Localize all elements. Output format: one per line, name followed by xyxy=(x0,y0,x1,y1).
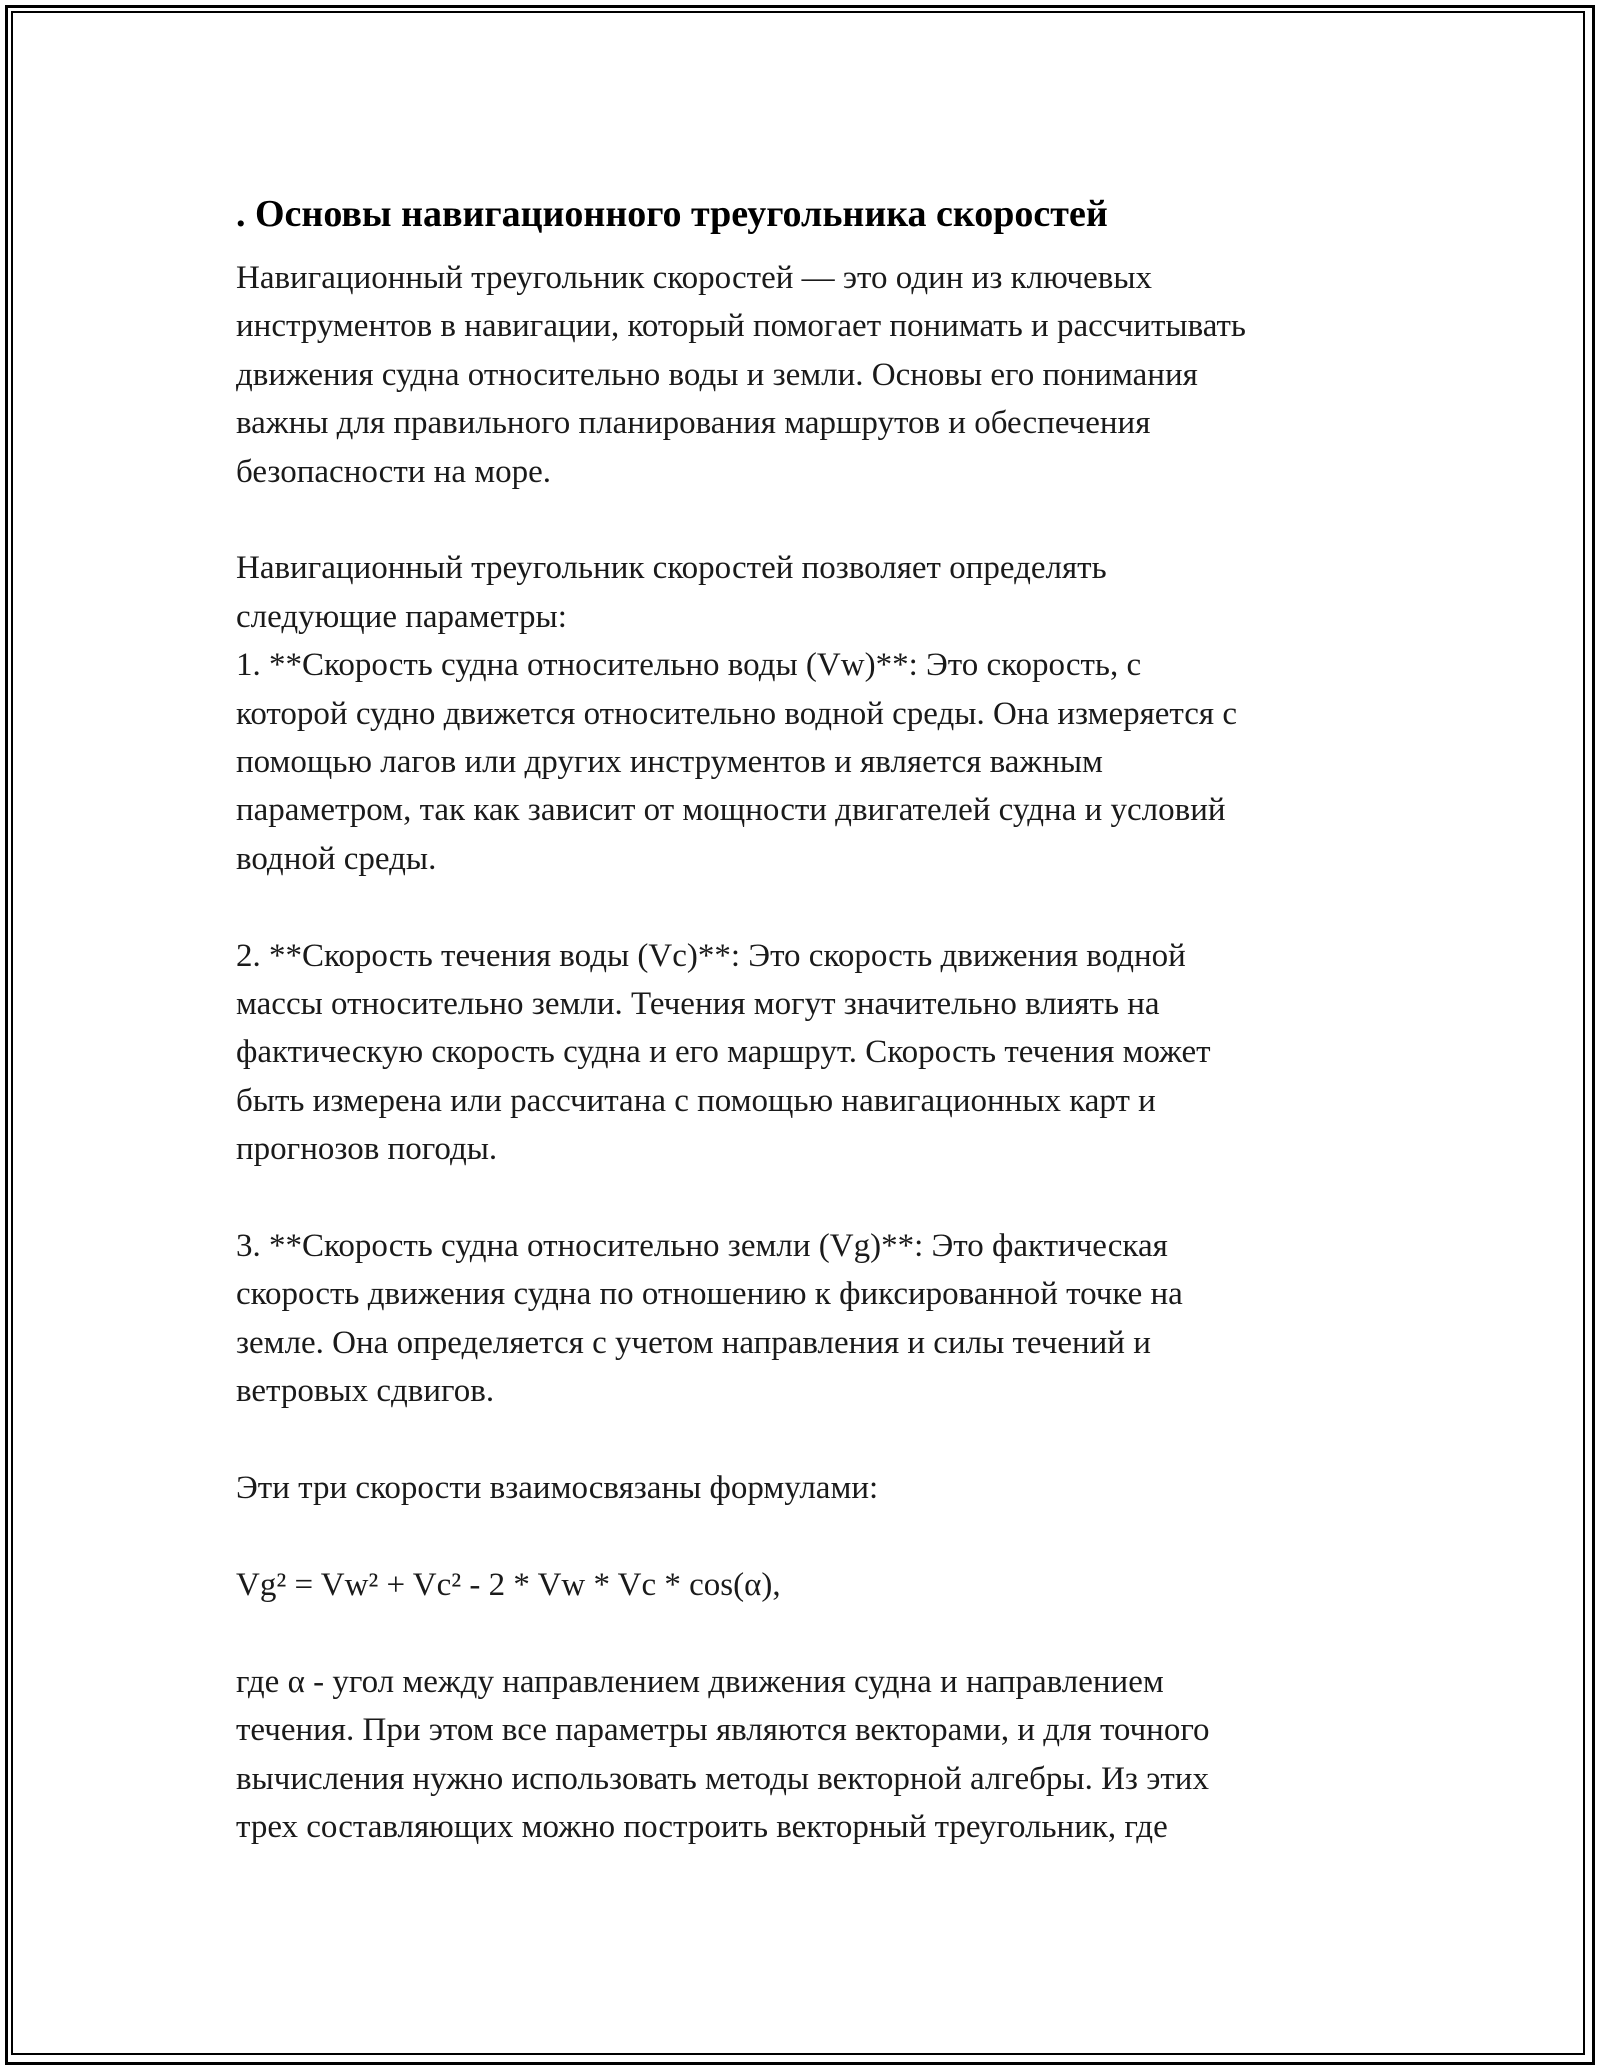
paragraph-current-speed: 2. **Скорость течения воды (Vc)**: Это скорость движения водной массы относительно земли. Течения могут значительно влиять на фактическую скорость судна и его маршрут. Скорость течения может быть измерена или рассчитана с помощью навигационных карт и прогнозов погоды. xyxy=(236,937,1211,1168)
paragraph-spacer xyxy=(236,883,1386,931)
paragraph-parameters: Навигационный треугольник скоростей позволяет определять следующие параметры: 1. **Скорость судна относительно воды (Vw)**: Это скорость, с которой судно движется относительно водной среды. Она измеряется с помощью лагов или других инструментов и является важным параметром, так как зависит от мощности двигателей судна и условий водной среды. xyxy=(236,550,1237,877)
page-title: . Основы навигационного треугольника скоростей xyxy=(236,193,1108,235)
paragraph-spacer xyxy=(236,1609,1386,1657)
paragraph-spacer xyxy=(236,1416,1386,1464)
paragraph-spacer xyxy=(236,496,1386,544)
document-body xyxy=(236,186,1386,1851)
paragraph-spacer xyxy=(236,1513,1386,1561)
paragraph-formulas-intro: Эти три скорости взаимосвязаны формулами: xyxy=(236,1470,879,1507)
paragraph-alpha-explanation: где α - угол между направлением движения судна и направлением течения. При этом все параметры являются векторами, и для точного вычисления нужно использовать методы векторной алгебры. Из этих трех составляющих можно построить векторный треугольник, где xyxy=(236,1663,1210,1845)
formula: Vg² = Vw² + Vc² - 2 * Vw * Vc * cos(α), xyxy=(236,1566,781,1603)
paragraph-spacer xyxy=(236,1174,1386,1222)
paragraph-intro: Навигационный треугольник скоростей — это один из ключевых инструментов в навигации, который помогает понимать и рассчитывать движения судна относительно воды и земли. Основы его понимания важны для правильного планирования маршрутов и обеспечения безопасности на море. xyxy=(236,260,1246,490)
paragraph-ground-speed: 3. **Скорость судна относительно земли (Vg)**: Это фактическая скорость движения судна по отношению к фиксированной точке на земле. Она определяется с учетом направления и силы течений и ветровых сдвигов. xyxy=(236,1228,1183,1410)
